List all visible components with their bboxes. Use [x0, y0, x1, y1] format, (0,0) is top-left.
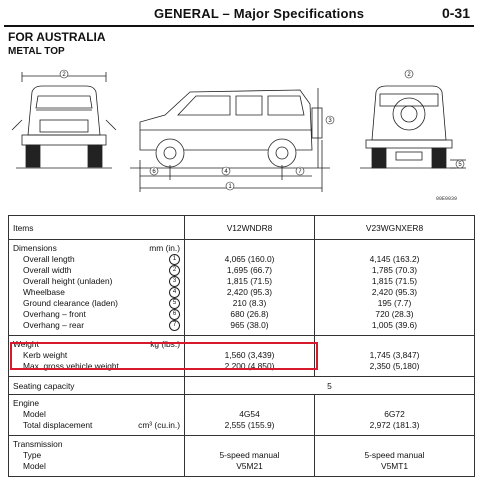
- weight-value-col1: 2,200 (4,850): [224, 361, 275, 371]
- dim-label: Overall height (unladen): [23, 276, 113, 286]
- dim-value-col2: 4,145 (163.2): [369, 254, 420, 264]
- marker-label: 4: [224, 169, 228, 175]
- seating-value: 5: [185, 377, 475, 395]
- weight-unit: kg (lbs.): [150, 339, 180, 349]
- dim-value-col2: 1,005 (39.6): [371, 320, 418, 330]
- marker-label: 1: [228, 184, 232, 190]
- engine-value-col2: 2,972 (181.3): [369, 420, 420, 430]
- page-title: GENERAL – Major Specifications: [154, 6, 365, 21]
- transmission-label: Model: [23, 461, 46, 471]
- dim-num: 4: [169, 287, 180, 298]
- dim-num: 3: [169, 276, 180, 287]
- dim-num: 1: [169, 254, 180, 265]
- dim-value-col1: 680 (26.8): [230, 309, 269, 319]
- dim-value-col2: 1,815 (71.5): [371, 276, 418, 286]
- marker-label: 3: [328, 118, 332, 124]
- weight-title: Weight: [13, 339, 39, 349]
- engine-value-col1: 4G54: [239, 409, 260, 419]
- marker-label: 2: [62, 72, 66, 78]
- header-col1: V12WNDR8: [185, 216, 315, 240]
- engine-value-col2: 6G72: [384, 409, 405, 419]
- engine-block: [9, 395, 475, 436]
- dim-label: Overall length: [23, 254, 75, 264]
- transmission-title: Transmission: [13, 439, 63, 449]
- engine-title: Engine: [13, 398, 40, 408]
- dim-value-col1: 4,065 (160.0): [224, 254, 275, 264]
- transmission-value-col2: V5MT1: [381, 461, 408, 471]
- transmission-block: [9, 436, 475, 477]
- engine-unit: cm³ (cu.in.): [138, 420, 180, 430]
- transmission-value-col1: 5-speed manual: [219, 450, 280, 460]
- header-items: Items: [9, 216, 185, 240]
- front-view-drawing: [12, 72, 116, 168]
- engine-label: Total displacement: [23, 420, 93, 430]
- transmission-value-col2: 5-speed manual: [364, 450, 425, 460]
- dim-value-col1: 210 (8.3): [232, 298, 267, 308]
- dim-value-col2: 720 (28.3): [375, 309, 414, 319]
- transmission-value-col1: V5M21: [236, 461, 263, 471]
- engine-value-col1: 2,555 (155.9): [224, 420, 275, 430]
- dim-label: Ground clearance (laden): [23, 298, 118, 308]
- vehicle-dimension-diagram: [0, 60, 480, 210]
- dim-label: Overall width: [23, 265, 72, 275]
- weight-label: Kerb weight: [23, 350, 68, 360]
- dim-label: Overhang – rear: [23, 320, 84, 330]
- side-view-drawing: [130, 88, 330, 192]
- section-subtitle: METAL TOP: [8, 46, 65, 57]
- dim-value-col2: 2,420 (95.3): [371, 287, 418, 297]
- figure-code: 00E0039: [436, 196, 458, 202]
- dim-label: Overhang – front: [23, 309, 86, 319]
- table-header-row: [9, 216, 475, 240]
- seating-row: [9, 377, 475, 395]
- marker-label: 7: [298, 169, 302, 175]
- dim-value-col2: 195 (7.7): [377, 298, 412, 308]
- page-number: 0-31: [441, 5, 470, 21]
- dim-value-col1: 2,420 (95.3): [226, 287, 273, 297]
- dim-label: Wheelbase: [23, 287, 65, 297]
- dim-num: 2: [169, 265, 180, 276]
- dim-num: 6: [169, 309, 180, 320]
- page-header: [4, 5, 474, 27]
- dim-value-col1: 1,695 (66.7): [226, 265, 273, 275]
- dimensions-unit: mm (in.): [149, 243, 180, 253]
- header-col2: V23WGNXER8: [315, 216, 475, 240]
- dim-num: 5: [169, 298, 180, 309]
- weight-value-col1: 1,560 (3,439): [224, 350, 275, 360]
- dim-value-col1: 1,815 (71.5): [226, 276, 273, 286]
- dim-value-col2: 1,785 (70.3): [371, 265, 418, 275]
- weight-value-col2: 1,745 (3,847): [369, 350, 420, 360]
- marker-label: 5: [458, 162, 462, 168]
- weight-value-col2: 2,350 (5,180): [369, 361, 420, 371]
- kerb-weight-highlight-box: [10, 342, 318, 370]
- dim-num: 7: [169, 320, 180, 331]
- seating-label: Seating capacity: [9, 377, 185, 395]
- marker-label: 2: [407, 72, 411, 78]
- rear-view-drawing: [360, 86, 466, 168]
- engine-label: Model: [23, 409, 46, 419]
- transmission-label: Type: [23, 450, 42, 460]
- dimensions-block: [9, 240, 475, 336]
- dim-value-col1: 965 (38.0): [230, 320, 269, 330]
- dimensions-title: Dimensions: [13, 243, 57, 253]
- weight-label: Max. gross vehicle weight: [23, 361, 119, 371]
- marker-label: 6: [152, 169, 156, 175]
- section-title: FOR AUSTRALIA: [8, 30, 106, 44]
